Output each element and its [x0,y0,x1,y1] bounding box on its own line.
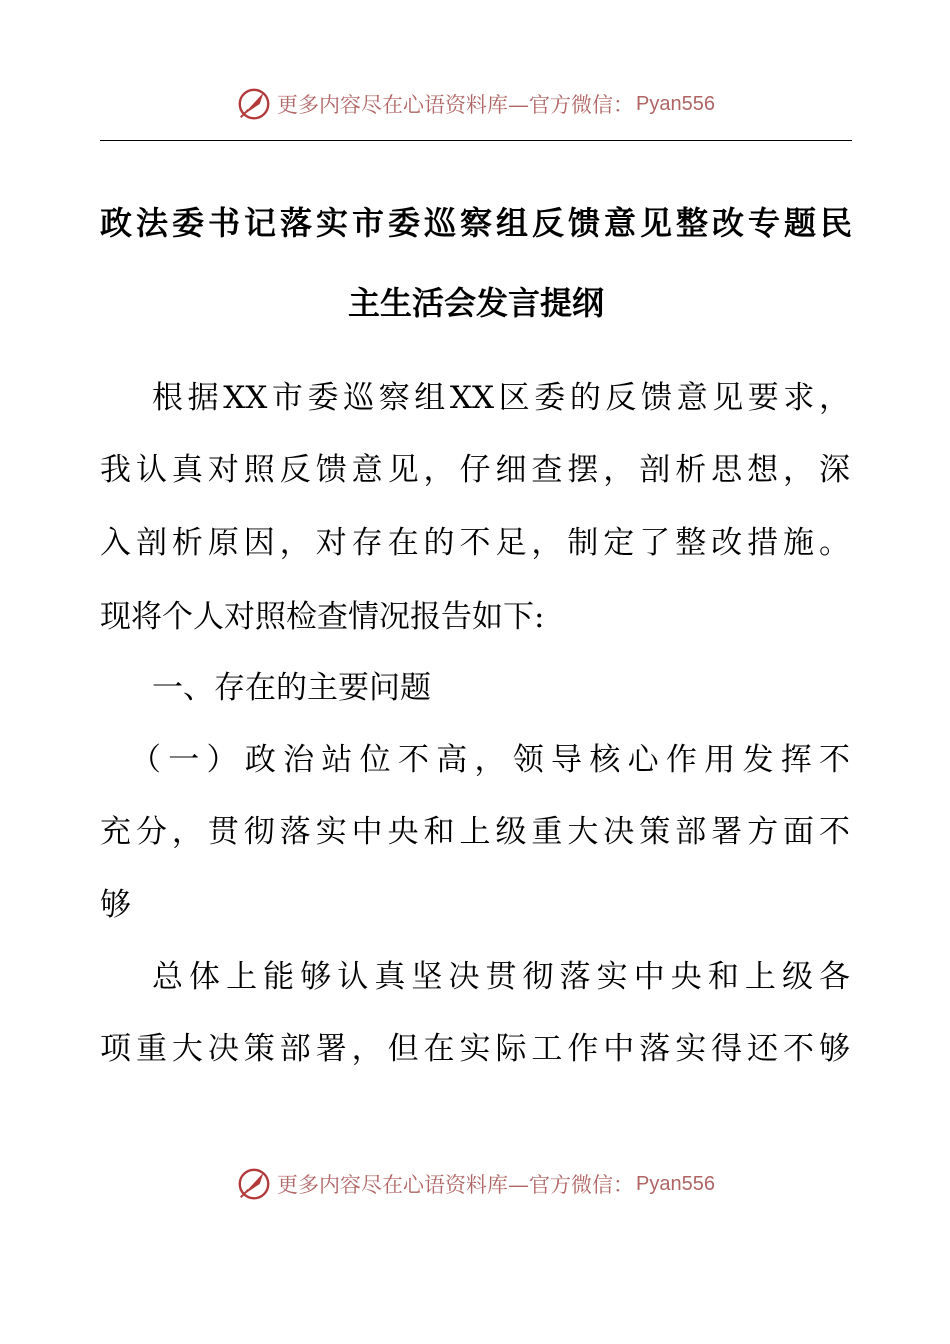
subsection-heading: （一）政治站位不高，领导核心作用发挥不 [130,742,850,778]
header-divider [100,140,852,141]
watermark-banner-bottom [0,1162,950,1206]
subsection-heading-cont: 充分，贯彻落实中央和上级重大决策部署方面不 [100,814,850,850]
quill-logo-icon [235,85,273,123]
document-title-line-2: 主生活会发言提纲 [347,284,604,322]
watermark-wechat-id: Pyan556 [636,92,715,115]
subsection-heading-cont: 够 [100,887,131,923]
watermark-banner-top [0,82,950,126]
document-title-line-1: 政法委书记落实市委巡察组反馈意见整改专题民 [100,204,852,242]
section-heading: 一、存在的主要问题 [152,670,431,706]
body-line: 我认真对照反馈意见，仔细查摆，剖析思想，深 [100,452,850,488]
body-line: 入剖析原因，对存在的不足，制定了整改措施。 [100,525,850,561]
body-line: 项重大决策部署，但在实际工作中落实得还不够 [100,1031,850,1067]
body-line: 根据XX市委巡察组XX区委的反馈意见要求， [152,380,850,416]
watermark-site-text: 更多内容尽在心语资料库 [277,93,509,117]
body-line: 现将个人对照检查情况报告如下: [100,599,545,635]
body-line: 总体上能够认真坚决贯彻落实中央和上级各 [152,959,850,995]
quill-logo-icon [235,1165,273,1203]
watermark-wechat-label: —官方微信： [508,1173,635,1197]
watermark-site-text: 更多内容尽在心语资料库 [277,1173,509,1197]
watermark-wechat-id: Pyan556 [636,1172,715,1195]
watermark-wechat-label: —官方微信： [508,93,635,117]
